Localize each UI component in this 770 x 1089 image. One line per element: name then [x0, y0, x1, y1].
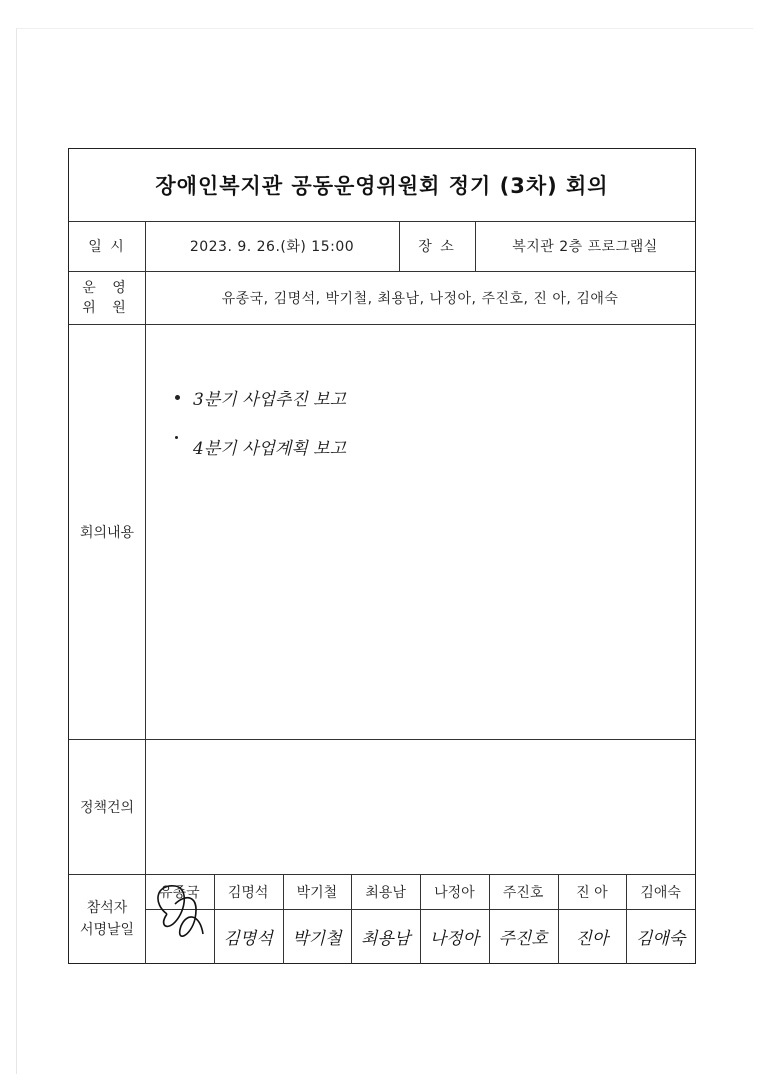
members-value: 유종국, 김명석, 박기철, 최용남, 나정아, 주진호, 진 아, 김애숙 — [221, 290, 619, 307]
signature-scribble — [145, 864, 214, 939]
divider — [69, 739, 695, 740]
bullet-icon — [175, 395, 180, 400]
attendee-signature: 나정아 — [429, 929, 480, 949]
members-label-line1: 운 영 — [82, 279, 132, 296]
attendee-name: 나정아 — [434, 884, 475, 901]
policy-label: 정책건의 — [79, 799, 135, 816]
attendee-signature: 최용남 — [360, 929, 411, 949]
attendee-signature: 박기철 — [292, 929, 342, 949]
place-value: 복지관 2층 프로그램실 — [512, 239, 658, 255]
datetime-value: 2023. 9. 26.(화) 15:00 — [189, 239, 355, 255]
attendee-signature: 김명석 — [223, 929, 273, 949]
attendee-signature: 주진호 — [498, 929, 548, 949]
attendee-name: 김명석 — [227, 884, 269, 901]
attendee-name: 진 아 — [576, 884, 608, 901]
signature-label-line1: 참석자 — [86, 900, 128, 916]
members-label — [69, 271, 145, 324]
attendee-name: 주진호 — [502, 884, 544, 901]
attendee-name: 최용남 — [365, 884, 406, 901]
meeting-form — [68, 148, 696, 964]
signature-stroke — [158, 886, 203, 936]
place-label: 장 소 — [418, 239, 456, 255]
agenda-item: 3분기 사업추진 보고 — [193, 390, 346, 410]
agenda-label: 회의내용 — [79, 524, 135, 541]
members-label-line2: 위 원 — [82, 299, 132, 316]
attendee-signature: 진아 — [575, 929, 609, 949]
attendee-name: 유종국 — [159, 884, 200, 901]
attendee-name: 박기철 — [296, 884, 338, 901]
signature-label — [69, 874, 145, 964]
signature-label-line2: 서명날일 — [79, 922, 135, 938]
attendee-signature: 김애숙 — [635, 929, 686, 949]
bullet-icon — [175, 436, 178, 439]
attendee-name: 김애숙 — [640, 884, 681, 901]
agenda-item: 4분기 사업계획 보고 — [193, 439, 346, 459]
document-title: 장애인복지관 공동운영위원회 정기 (3차) 회의 — [155, 174, 609, 198]
divider — [69, 324, 695, 325]
datetime-label: 일 시 — [88, 239, 126, 255]
